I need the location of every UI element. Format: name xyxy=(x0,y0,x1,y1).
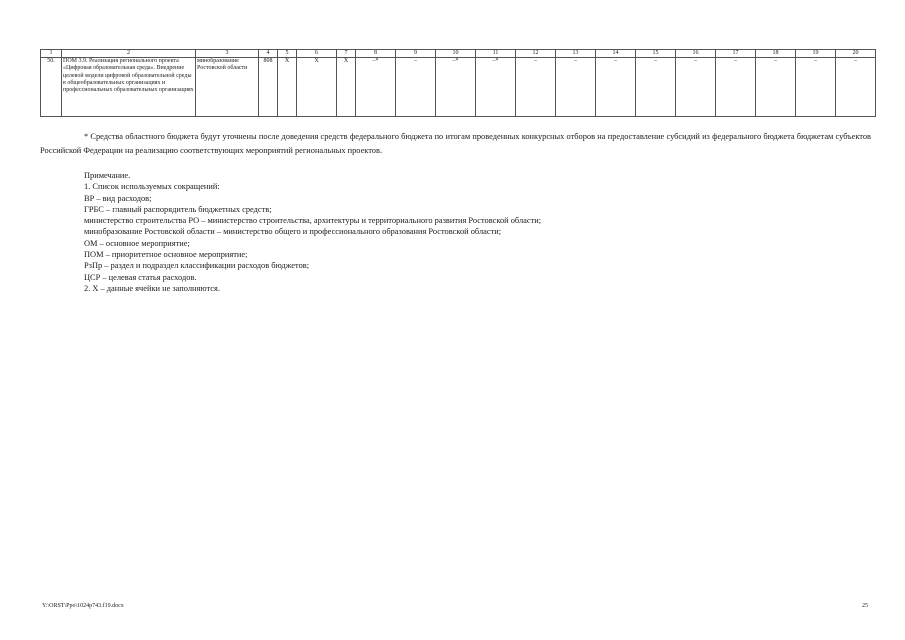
header-cell: 19 xyxy=(796,50,836,58)
header-cell: 4 xyxy=(259,50,278,58)
header-cell: 20 xyxy=(836,50,876,58)
header-cell: 16 xyxy=(676,50,716,58)
table-cell: Х xyxy=(337,58,356,117)
table-cell: – xyxy=(516,58,556,117)
header-cell: 5 xyxy=(278,50,297,58)
header-cell: 6 xyxy=(297,50,337,58)
footer-file-path: Y:\ORST\Ppo\1024p743.f19.docx xyxy=(42,603,124,609)
note-line: ВР – вид расходов; xyxy=(84,193,152,203)
table-cell: – xyxy=(396,58,436,117)
header-cell: 10 xyxy=(436,50,476,58)
table-cell: –* xyxy=(356,58,396,117)
note-line: минобразование Ростовской области – министерство общего и профессионального образования Ростовской области; xyxy=(84,227,502,237)
table-cell: – xyxy=(636,58,676,117)
header-cell: 14 xyxy=(596,50,636,58)
header-cell: 17 xyxy=(716,50,756,58)
row-number-cell: 50. xyxy=(41,58,62,117)
header-cell: 12 xyxy=(516,50,556,58)
table-header-row xyxy=(41,50,876,58)
header-cell: 1 xyxy=(41,50,62,58)
table-cell: – xyxy=(716,58,756,117)
header-cell: 15 xyxy=(636,50,676,58)
table-cell: – xyxy=(596,58,636,117)
header-cell: 11 xyxy=(476,50,516,58)
header-cell: 3 xyxy=(196,50,259,58)
notes-heading: Примечание. xyxy=(84,171,131,180)
table-cell: Х xyxy=(297,58,337,117)
header-cell: 8 xyxy=(356,50,396,58)
budget-table xyxy=(40,49,876,117)
header-cell: 2 xyxy=(62,50,196,58)
note-line: 2. Х – данные ячейки не заполняются. xyxy=(84,283,220,293)
responsible-cell: минобразование Ростовской области xyxy=(196,58,259,117)
table-cell: – xyxy=(676,58,716,117)
header-cell: 9 xyxy=(396,50,436,58)
header-cell: 13 xyxy=(556,50,596,58)
footnote: * Средства областного бюджета будут уточнены после доведения средств федерального бюджета по итогам проведенных конкурсных отборов на предоставление субсидий из федерального бюджета бюджетам субъектов Российской Федерации на реализацию соответствующих мероприятий региональных проектов. xyxy=(40,132,871,155)
table-cell: 808 xyxy=(259,58,278,117)
note-line: ГРБС – главный распорядитель бюджетных средств; xyxy=(84,204,272,214)
table-cell: – xyxy=(836,58,876,117)
measure-name-cell: ПОМ 3.9. Реализация регионального проекта «Цифровая образовательная среда». Внедрение целевой модели цифровой образовательной среды в общеобразовательных организациях и профессиональных образовательных организациях xyxy=(62,58,196,117)
header-cell: 18 xyxy=(756,50,796,58)
notes-section xyxy=(84,170,541,294)
table-cell: Х xyxy=(278,58,297,117)
note-line: ПОМ – приоритетное основное мероприятие; xyxy=(84,250,248,260)
note-line: ОМ – основное мероприятие; xyxy=(84,238,190,248)
table-cell: – xyxy=(756,58,796,117)
table-row xyxy=(41,58,876,117)
note-line: РзПр – раздел и подраздел классификации расходов бюджетов; xyxy=(84,261,310,271)
page-number: 25 xyxy=(862,603,868,609)
table-cell: – xyxy=(796,58,836,117)
note-line: министерство строительства РО – министерство строительства, архитектуры и территориального развития Ростовской области; xyxy=(84,216,542,226)
header-cell: 7 xyxy=(337,50,356,58)
note-line: 1. Список используемых сокращений: xyxy=(84,182,220,192)
table-cell: –* xyxy=(436,58,476,117)
table-cell: –* xyxy=(476,58,516,117)
note-line: ЦСР – целевая статья расходов. xyxy=(84,272,197,282)
table-cell: – xyxy=(556,58,596,117)
